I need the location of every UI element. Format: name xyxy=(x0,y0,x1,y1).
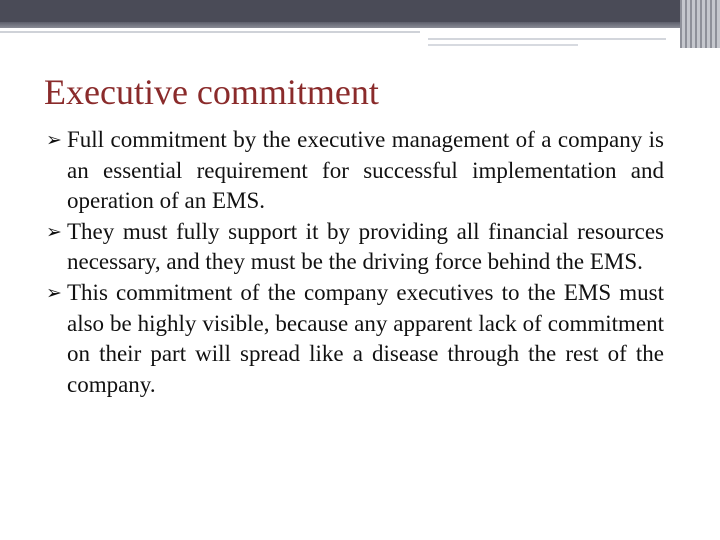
bullet-text: They must fully support it by providing all financial resources necessary, and they must be the driving force behind the EMS. xyxy=(67,218,664,275)
arrow-bullet-icon: ➢ xyxy=(46,220,62,243)
bullet-item xyxy=(46,125,664,217)
decorative-line xyxy=(0,31,420,33)
bullet-item xyxy=(46,217,664,278)
header-band-shadow xyxy=(0,22,720,28)
header-band xyxy=(0,0,720,22)
decorative-stripes xyxy=(680,0,720,48)
bullet-text: This commitment of the company executives to the EMS must also be highly visible, because any apparent lack of commitment on their part will spread like a disease through the rest of the company. xyxy=(67,279,664,397)
arrow-bullet-icon: ➢ xyxy=(46,129,62,151)
decorative-line xyxy=(428,38,666,40)
arrow-bullet-icon: ➢ xyxy=(46,281,62,304)
bullet-item xyxy=(46,278,664,400)
decorative-line xyxy=(428,44,578,46)
bullet-list xyxy=(46,125,664,400)
slide-title: Executive commitment xyxy=(44,72,379,112)
bullet-text: Full commitment by the executive management of a company is an essential requirement for successful implementation and operation of an EMS. xyxy=(67,127,664,214)
